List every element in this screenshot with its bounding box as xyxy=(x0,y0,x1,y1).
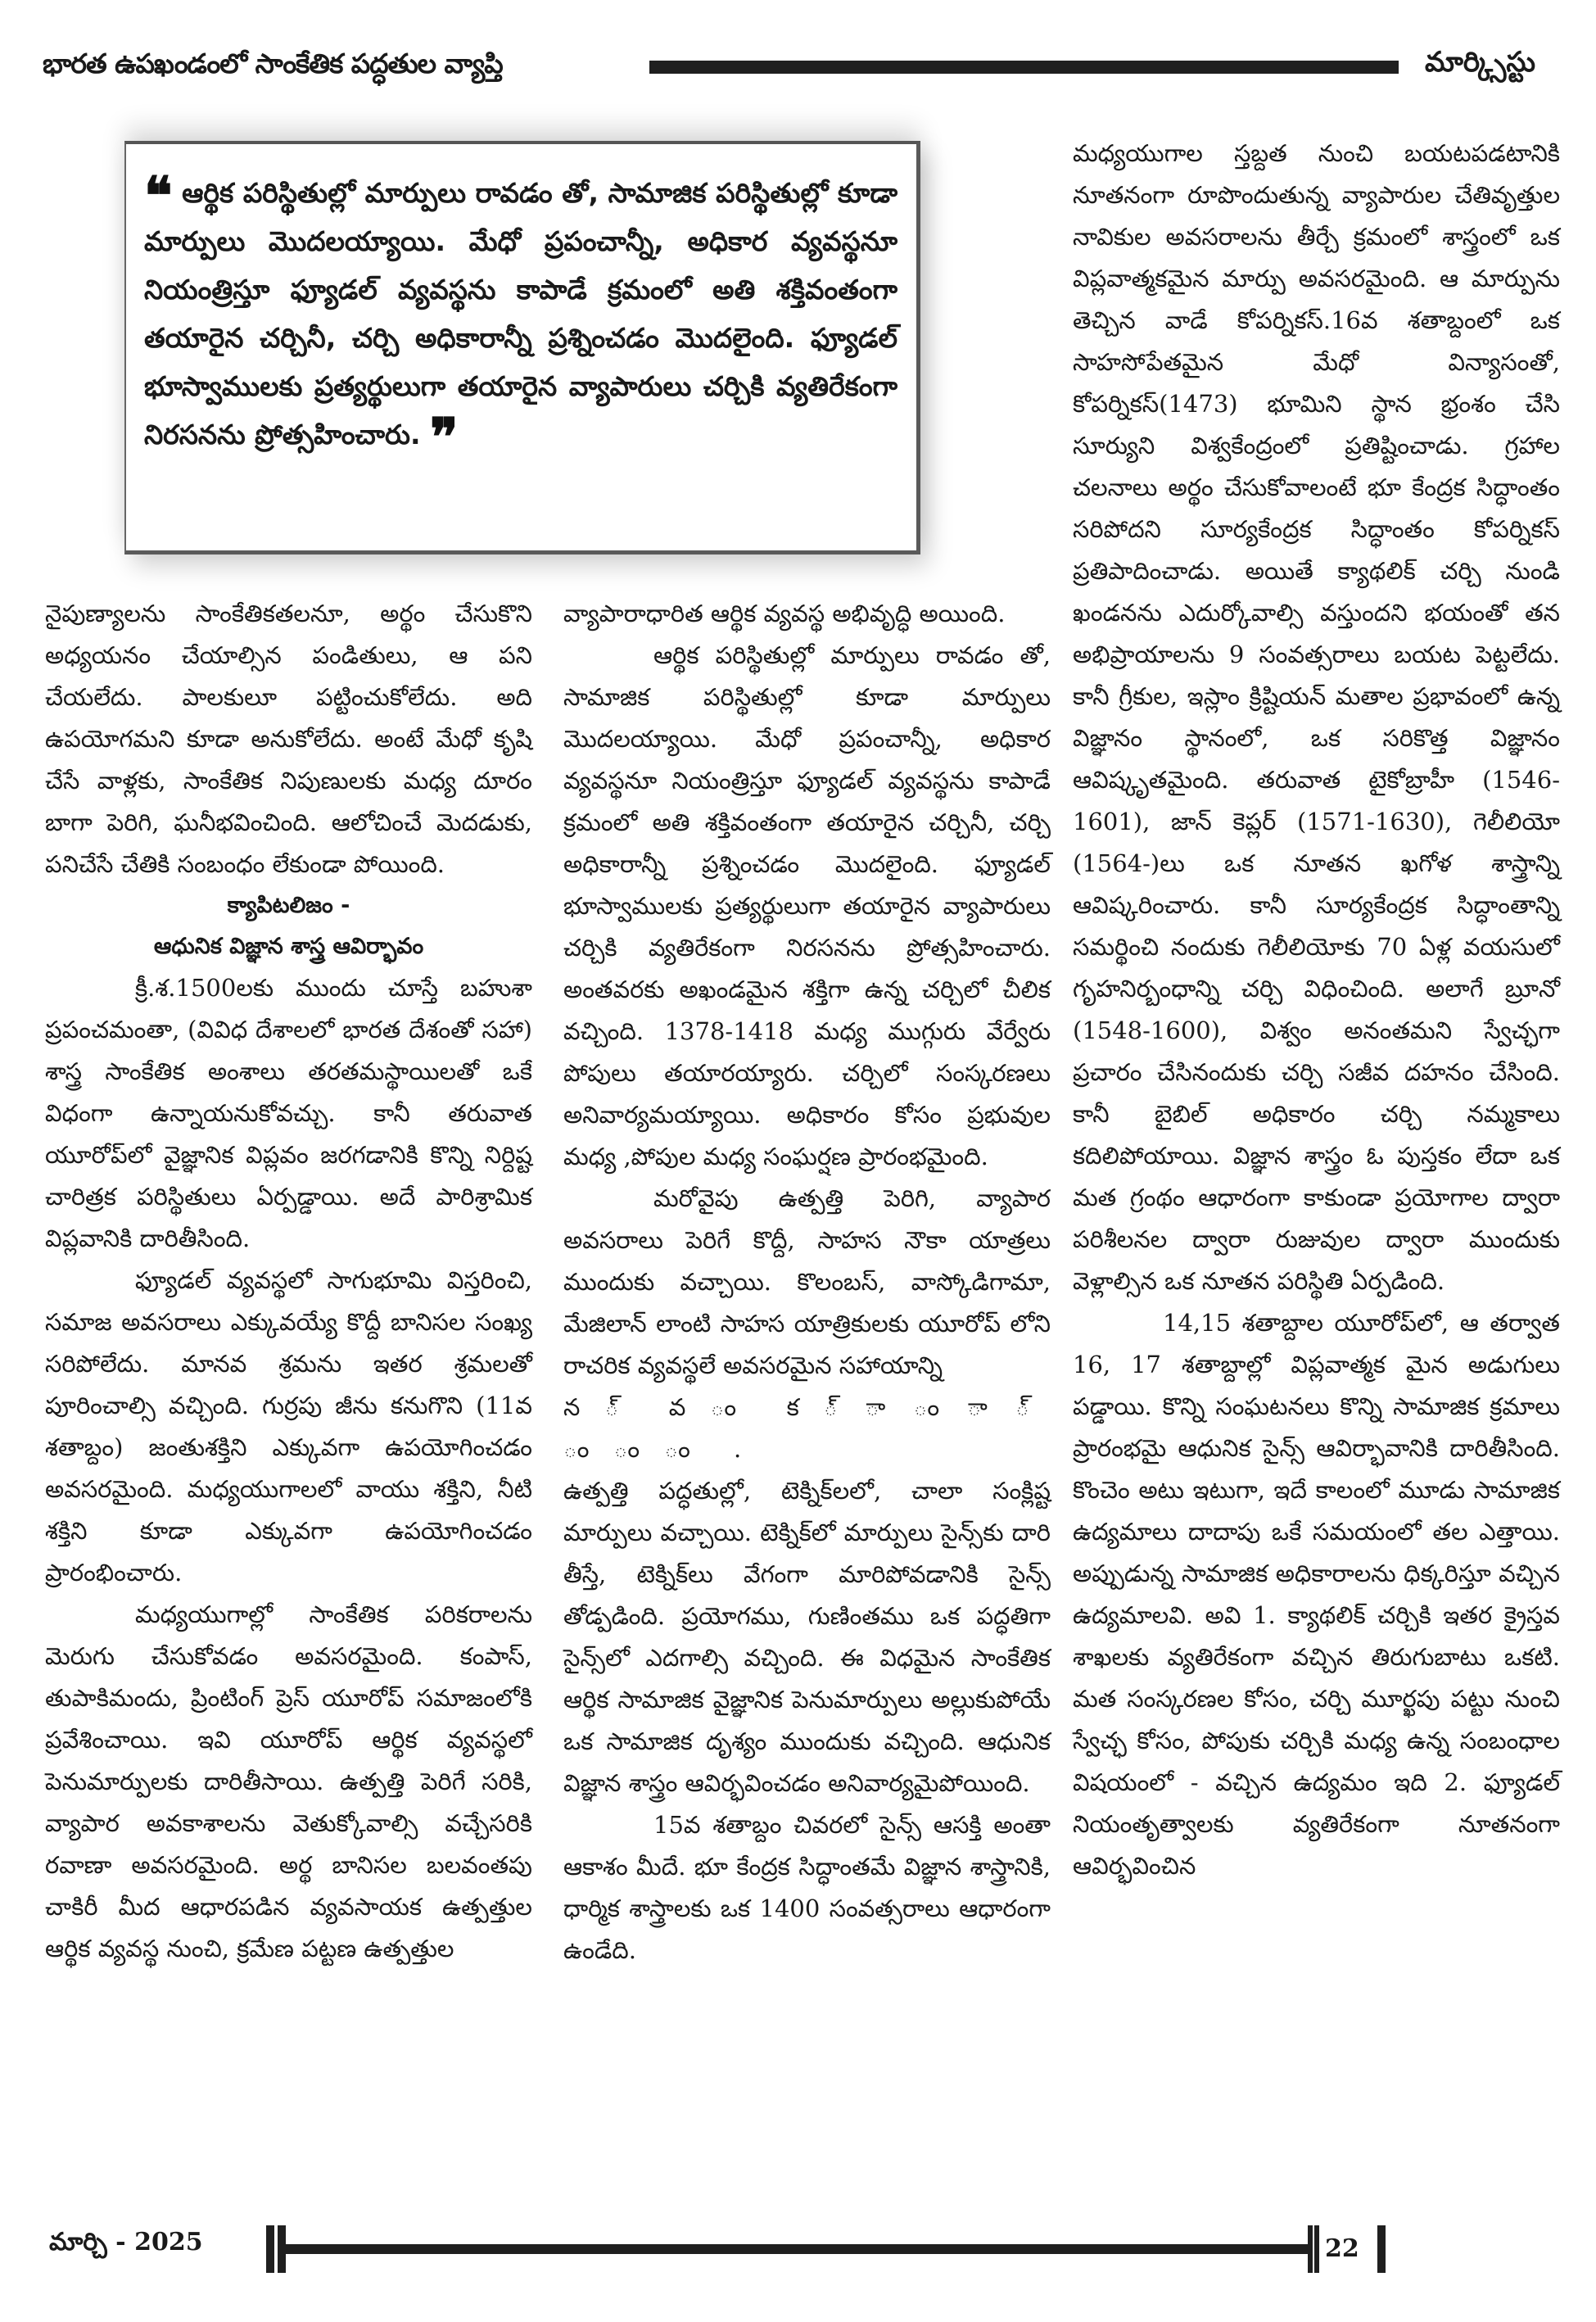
running-title: భారత ఉపఖండంలో సాంకేతిక పద్ధతుల వ్యాప్తి xyxy=(43,48,503,79)
pull-quote xyxy=(144,165,897,468)
issue-date: మార్చి - 2025 xyxy=(49,2228,203,2256)
paragraph: నైపుణ్యాలను సాంకేతికతలనూ, అర్థం చేసుకొని అధ్యయనం చేయాల్సిన పండితులు, ఆ పని చేయలేదు. పాలకులూ పట్టించుకోలేదు. అది ఉపయోగమని కూడా అనుకోలేదు. అంటే మేధో కృషి చేసే వాళ్లకు, సాంకేతిక నిపుణులకు మధ్య దూరం బాగా పెరిగి, ఘనీభవించింది. ఆలోచించే మెదడుకు, పనిచేసే చేతికి సంబంధం లేకుండా పోయింది. xyxy=(45,600,532,878)
magazine-name: మార్క్సిస్టు xyxy=(1425,46,1535,79)
garbled-text-line: న ్ వ ం క ్ ా ం ా ్ ం ం ం . xyxy=(563,1393,1051,1463)
paragraph: 14,15 శతాబ్దాల యూరోప్‌లో, ఆ తర్వాత 16, 17 శతాబ్దాల్లో విప్లవాత్మక మైన అడుగులు పడ్డాయి. కొన్ని సంఘటనలు కొన్ని సామాజిక క్రమాలు ప్రారంభమై ఆధునిక సైన్స్ ఆవిర్భావానికి దారితీసింది. కొంచెం అటు ఇటుగా, ఇదే కాలంలో మూడు సామాజిక ఉద్యమాలు దాదాపు ఒకే సమయంలో తల ఎత్తాయి. అప్పుడున్న సామాజిక అధికారాలను ధిక్కరిస్తూ వచ్చిన ఉద్యమాలవి. అవి 1. క్యాథలిక్ చర్చికి ఇతర క్రైస్తవ శాఖలకు వ్యతిరేకంగా వచ్చిన తిరుగుబాటు ఒకటి. మత సంస్కరణల కోసం, చర్చి మూర్ఖపు పట్టు నుంచి స్వేచ్ఛ కోసం, పోపుకు చర్చికి మధ్య ఉన్న సంబంధాల విషయంలో - వచ్చిన ఉద్యమం ఇది 2. ఫ్యూడల్ నియంతృత్వాలకు వ్యతిరేకంగా నూతనంగా ఆవిర్భవించిన xyxy=(1073,1309,1560,1880)
paragraph: 15వ శతాబ్దం చివరలో సైన్స్ ఆసక్తి అంతా ఆకాశం మీదే. భూ కేంద్రక సిద్ధాంతమే విజ్ఞాన శాస్త్రానికి, ధార్మిక శాస్త్రాలకు ఒక 1400 సంవత్సరాలు ఆధారంగా ఉండేది. xyxy=(563,1811,1051,1964)
article-column-left xyxy=(45,593,532,1970)
paragraph: మధ్యయుగాల్లో సాంకేతిక పరికరాలను మెరుగు చేసుకోవడం అవసరమైంది. కంపాస్, తుపాకిమందు, ప్రింటింగ్ ప్రెస్ యూరోప్ సమాజంలోకి ప్రవేశించాయి. ఇవి యూరోప్ ఆర్థిక వ్యవస్థలో పెనుమార్పులకు దారితీసాయి. ఉత్పత్తి పెరిగే సరికి, వ్యాపార అవకాశాలను వెతుక్కోవాల్సి వచ్చేసరికి రవాణా అవసరమైంది. అర్థ బానిసల బలవంతపు చాకిరీ మీద ఆధారపడిన వ్యవసాయక ఉత్పత్తుల ఆర్థిక వ్యవస్థ నుంచి, క్రమేణ పట్టణ ఉత్పత్తుల xyxy=(45,1600,532,1962)
paragraph: క్రీ.శ.1500లకు ముందు చూస్తే బహుశా ప్రపంచమంతా, (వివిధ దేశాలలో భారత దేశంతో సహా) శాస్త్ర సాంకేతిక అంశాలు తరతమస్థాయిలతో ఒకే విధంగా ఉన్నాయనుకోవచ్చు. కానీ తరువాత యూరోప్‌లో వైజ్ఞానిక విప్లవం జరగడానికి కొన్ని నిర్దిష్ట చారిత్రక పరిస్థితులు ఏర్పడ్డాయి. అదే పారిశ్రామిక విప్లవానికి దారితీసింది. xyxy=(45,974,532,1252)
paragraph: వ్యాపారాధారిత ఆర్థిక వ్యవస్థ అభివృద్ధి అయింది. xyxy=(563,600,1006,627)
footer-rule-divider xyxy=(286,2244,1308,2254)
paragraph: ఫ్యూడల్ వ్యవస్థలో సాగుభూమి విస్తరించి, సమాజ అవసరాలు ఎక్కువయ్యే కొద్దీ బానిసల సంఖ్య సరిపోలేదు. మానవ శ్రమను ఇతర శ్రమలతో పూరించాల్సి వచ్చింది. గుర్రపు జీను కనుగొని (11వ శతాబ్దం) జంతుశక్తిని ఎక్కువగా ఉపయోగించడం అవసరమైంది. మధ్యయుగాలలో వాయు శక్తిని, నీటి శక్తిని కూడా ఎక్కువగా ఉపయోగించడం ప్రారంభించారు. xyxy=(45,1266,532,1586)
page-number: 22 xyxy=(1325,2234,1359,2263)
paragraph: ఉత్పత్తి పద్ధతుల్లో, టెక్నిక్‌లలో, చాలా సంక్లిష్ట మార్పులు వచ్చాయి. టెక్నిక్‌లో మార్పులు సైన్స్‌కు దారి తీస్తే, టెక్నిక్‌లు వేగంగా మారిపోవడానికి సైన్స్ తోడ్పడింది. ప్రయోగము, గుణింతము ఒక పద్ధతిగా సైన్స్‌లో ఎదగాల్సి వచ్చింది. ఈ విధమైన సాంకేతిక ఆర్థిక సామాజిక వైజ్ఞానిక పెనుమార్పులు అల్లుకుపోయే ఒక సామాజిక దృశ్యం ముందుకు వచ్చింది. ఆధునిక విజ్ఞాన శాస్త్రం ఆవిర్భవించడం అనివార్యమైపోయింది. xyxy=(563,1477,1051,1797)
paragraph: ఆర్థిక పరిస్థితుల్లో మార్పులు రావడం తో, సామాజిక పరిస్థితుల్లో కూడా మార్పులు మొదలయ్యాయి. మేధో ప్రపంచాన్నీ, అధికార వ్యవస్థనూ నియంత్రిస్తూ ఫ్యూడల్ వ్యవస్థను కాపాడే క్రమంలో అతి శక్తివంతంగా తయారైన చర్చినీ, చర్చి అధికారాన్నీ ప్రశ్నించడం మొదలైంది. ఫ్యూడల్ భూస్వాములకు ప్రత్యర్థులుగా తయారైన వ్యాపారులు చర్చికి వ్యతిరేకంగా నిరసనను ప్రోత్సహించారు. అంతవరకు అఖండమైన శక్తిగా ఉన్న చర్చిలో చీలిక వచ్చింది. 1378-1418 మధ్య ముగ్గురు వేర్వేరు పోపులు తయారయ్యారు. చర్చిలో సంస్కరణలు అనివార్యమయ్యాయి. అధికారం కోసం ప్రభువుల మధ్య ,పోపుల మధ్య సంఘర్షణ ప్రారంభమైంది. xyxy=(563,641,1051,1170)
page-header xyxy=(0,0,1596,98)
footer-bar-ornament-right xyxy=(1308,2225,1319,2273)
header-rule-divider xyxy=(649,61,1399,74)
paragraph: మరోవైపు ఉత్పత్తి పెరిగి, వ్యాపార అవసరాలు పెరిగే కొద్దీ, సాహస నౌకా యాత్రలు ముందుకు వచ్చాయి. కొలంబస్, వాస్కోడిగామా, మేజిలాన్ లాంటి సాహస యాత్రికులకు యూరోప్ లోని రాచరిక వ్యవస్థలే అవసరమైన సహాయాన్ని xyxy=(563,1184,1051,1379)
article-column-right xyxy=(1073,133,1560,1887)
open-quote-icon: ❝ xyxy=(144,165,173,227)
pull-quote-box xyxy=(124,141,920,554)
footer-bar-ornament-left xyxy=(266,2225,286,2273)
close-quote-icon: ❞ xyxy=(430,407,459,468)
section-heading-line1: క్యాపిటలిజం - xyxy=(227,893,350,918)
section-heading-line2: ఆధునిక విజ్ఞాన శాస్త్ర ఆవిర్భావం xyxy=(153,934,424,959)
article-column-middle xyxy=(563,593,1051,1971)
paragraph: మధ్యయుగాల స్తబ్దత నుంచి బయటపడటానికి నూతనంగా రూపొందుతున్న వ్యాపారుల చేతివృత్తుల నావికుల అవసరాలను తీర్చే క్రమంలో శాస్త్రంలో ఒక విప్లవాత్మకమైన మార్పు అవసరమైంది. ఆ మార్పును తెచ్చిన వాడే కోపర్నికస్.16వ శతాబ్దంలో ఒక సాహసోపేతమైన మేధో విన్యాసంతో, కోపర్నికస్(1473) భూమిని స్థాన భ్రంశం చేసి సూర్యుని విశ్వకేంద్రంలో ప్రతిష్టించాడు. గ్రహాల చలనాలు అర్థం చేసుకోవాలంటే భూ కేంద్రక సిద్ధాంతం సరిపోదని సూర్యకేంద్రక సిద్ధాంతం కోపర్నికస్ ప్రతిపాదించాడు. అయితే క్యాథలిక్ చర్చి నుండి ఖండనను ఎదుర్కోవాల్సి వస్తుందని భయంతో తన అభిప్రాయాలను 9 సంవత్సరాలు బయట పెట్టలేదు. కానీ గ్రీకుల, ఇస్లాం క్రిష్టియన్ మతాల ప్రభావంలో ఉన్న విజ్ఞానం స్థానంలో, ఒక సరికొత్త విజ్ఞానం ఆవిష్కృతమైంది. తరువాత టైకోబ్రాహీ (1546-1601), జాన్ కెప్లర్ (1571-1630), గెలీలియో (1564-)లు ఒక నూతన ఖగోళ శాస్త్రాన్ని ఆవిష్కరించారు. కానీ సూర్యకేంద్రక సిద్ధాంతాన్ని సమర్థించి నందుకు గెలీలియోకు 70 ఏళ్ల వయసులో గృహనిర్బంధాన్ని చర్చి విధించింది. అలాగే బ్రూనో (1548-1600), విశ్వం అనంతమని స్వేచ్ఛగా ప్రచారం చేసినందుకు చర్చి సజీవ దహనం చేసింది. కానీ బైబిల్ అధికారం చర్చి నమ్మకాలు కదిలిపోయాయి. విజ్ఞాన శాస్త్రం ఓ పుస్తకం లేదా ఒక మత గ్రంథం ఆధారంగా కాకుండా ప్రయోగాల ద్వారా పరిశీలనల ద్వారా రుజువుల ద్వారా ముందుకు వెళ్లాల్సిన ఒక నూతన పరిస్థితి ఏర్పడింది. xyxy=(1073,139,1560,1295)
pull-quote-text: ఆర్థిక పరిస్థితుల్లో మార్పులు రావడం తో, సామాజిక పరిస్థితుల్లో కూడా మార్పులు మొదలయ్యాయి. మేధో ప్రపంచాన్నీ, అధికార వ్యవస్థనూ నియంత్రిస్తూ ఫ్యూడల్ వ్యవస్థను కాపాడే క్రమంలో అతి శక్తివంతంగా తయారైన చర్చినీ, చర్చి అధికారాన్నీ ప్రశ్నించడం మొదలైంది. ఫ్యూడల్ భూస్వాములకు ప్రత్యర్థులుగా తయారైన వ్యాపారులు చర్చికి వ్యతిరేకంగా నిరసనను ప్రోత్సహించారు. xyxy=(144,177,897,450)
footer-bar-ornament-end xyxy=(1377,2225,1386,2273)
